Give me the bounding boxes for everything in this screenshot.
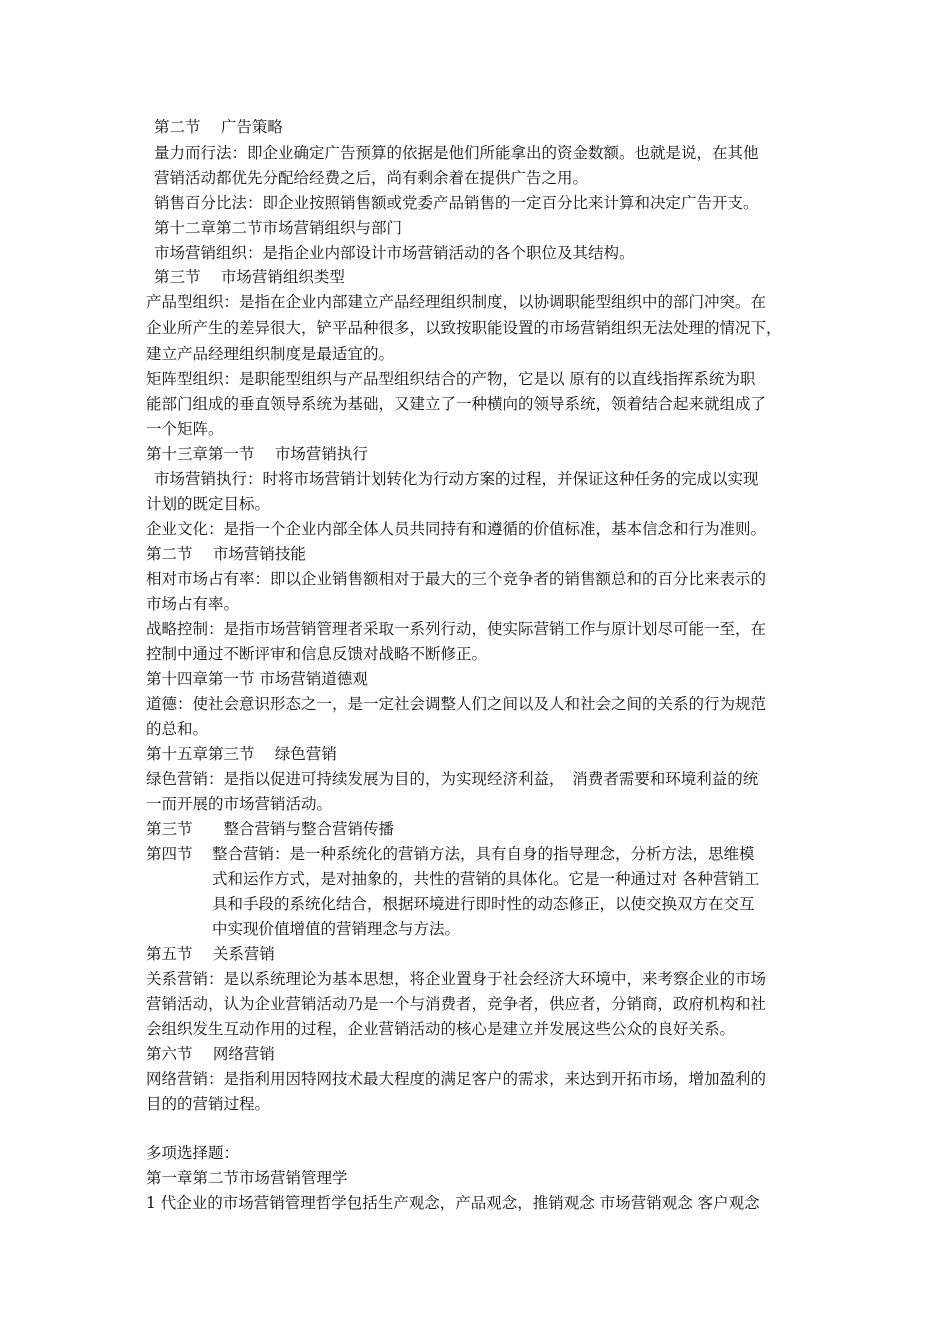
- text-line: 市场营销组织：是指企业内部设计市场营销活动的各个职位及其结构。: [154, 244, 635, 262]
- heading-network-marketing: 第六节 网络营销: [146, 1045, 275, 1063]
- text-line: 式和运作方式，是对抽象的，共性的营销的具体化。它是一种通过对 各种营销工: [212, 870, 760, 888]
- text-line: 控制中通过不断评审和信息反馈对战略不断修正。: [146, 645, 488, 663]
- text-line: 市场营销执行：时将市场营销计划转化为行动方案的过程，并保证这种任务的完成以实现: [154, 470, 759, 488]
- heading-relationship-marketing: 第五节 关系营销: [146, 945, 275, 963]
- text-line: 营销活动都优先分配给经费之后，尚有剩余着在提供广告之用。: [154, 169, 589, 187]
- text-line: 企业文化：是指一个企业内部全体人员共同持有和遵循的价值标准，基本信念和行为准则。: [146, 520, 767, 538]
- text-line: 关系营销：是以系统理论为基本思想，将企业置身于社会经济大环境中，来考察企业的市场: [146, 970, 767, 988]
- heading-chapter-15: 第十五章第三节 绿色营销: [146, 745, 337, 763]
- text-line: 营销活动，认为企业营销活动乃是一个与消费者，竞争者，供应者，分销商，政府机构和社: [146, 995, 767, 1013]
- text-line: 建立产品经理组织制度是最适宜的。: [146, 345, 395, 363]
- text-line: 绿色营销：是指以促进可持续发展为目的，为实现经济利益， 消费者需要和环境利益的统: [146, 770, 759, 788]
- heading-chapter-12: 第十二章第二节市场营销组织与部门: [154, 219, 403, 237]
- text-line: 中实现价值增值的营销理念与方法。: [212, 920, 461, 938]
- heading-org-types: 第三节 市场营销组织类型: [154, 268, 345, 286]
- text-line: 企业所产生的差异很大，铲平品种很多，以致按职能设置的市场营销组织无法处理的情况下，: [146, 319, 782, 337]
- text-line: 销售百分比法：即企业按照销售额或党委产品销售的一定百分比来计算和决定广告开支。: [154, 194, 759, 212]
- heading-chapter-13: 第十三章第一节 市场营销执行: [146, 445, 368, 463]
- text-line: 网络营销：是指利用因特网技术最大程度的满足客户的需求，来达到开拓市场，增加盈利的: [146, 1070, 767, 1088]
- heading-chapter-14: 第十四章第一节 市场营销道德观: [146, 670, 368, 688]
- text-line: 量力而行法：即企业确定广告预算的依据是他们所能拿出的资金数额。也就是说，在其他: [154, 144, 759, 162]
- text-line: 会组织发生互动作用的过程，企业营销活动的核心是建立并发展这些公众的良好关系。: [146, 1020, 736, 1038]
- heading-marketing-skills: 第二节 市场营销技能: [146, 545, 306, 563]
- text-line: 一个矩阵。: [146, 420, 224, 438]
- text-line: 战略控制：是指市场营销管理者采取一系列行动，使实际营销工作与原计划尽可能一至，在: [146, 620, 767, 638]
- text-line: 道德：使社会意识形态之一，是一定社会调整人们之间以及人和社会之间的关系的行为规范: [146, 695, 767, 713]
- text-line: 矩阵型组织：是职能型组织与产品型组织结合的产物，它是以 原有的以直线指挥系统为职: [146, 370, 756, 388]
- text-line: 产品型组织：是指在企业内部建立产品经理组织制度，以协调职能型组织中的部门冲突。在: [146, 293, 767, 311]
- text-line: 整合营销：是一种系统化的营销方法，具有自身的指导理念，分析方法，思维模: [212, 845, 755, 863]
- text-line: 1 代企业的市场营销管理哲学包括生产观念，产品观念，推销观念 市场营销观念 客户观念: [146, 1194, 760, 1212]
- text-line: 相对市场占有率：即以企业销售额相对于最大的三个竞争者的销售额总和的百分比来表示的: [146, 570, 767, 588]
- text-line: 一而开展的市场营销活动。: [146, 795, 333, 813]
- heading-ad-strategy: 第二节 广告策略: [154, 118, 283, 136]
- heading-integrated-marketing: 第三节 整合营销与整合营销传播: [146, 820, 395, 838]
- text-line: 目的的营销过程。: [146, 1095, 271, 1113]
- text-line: 计划的既定目标。: [146, 495, 271, 513]
- heading-multiple-choice: 多项选择题：: [146, 1144, 240, 1162]
- heading-chapter-1: 第一章第二节市场营销管理学: [146, 1169, 348, 1187]
- text-line: 的总和。: [146, 720, 209, 738]
- text-line: 市场占有率。: [146, 595, 240, 613]
- text-line: 具和手段的系统化结合，根据环境进行即时性的动态修正，以使交换双方在交互: [212, 895, 755, 913]
- heading-section-4: 第四节: [146, 845, 193, 863]
- text-line: 能部门组成的垂直领导系统为基础，又建立了一种横向的领导系统，领着结合起来就组成了: [146, 395, 767, 413]
